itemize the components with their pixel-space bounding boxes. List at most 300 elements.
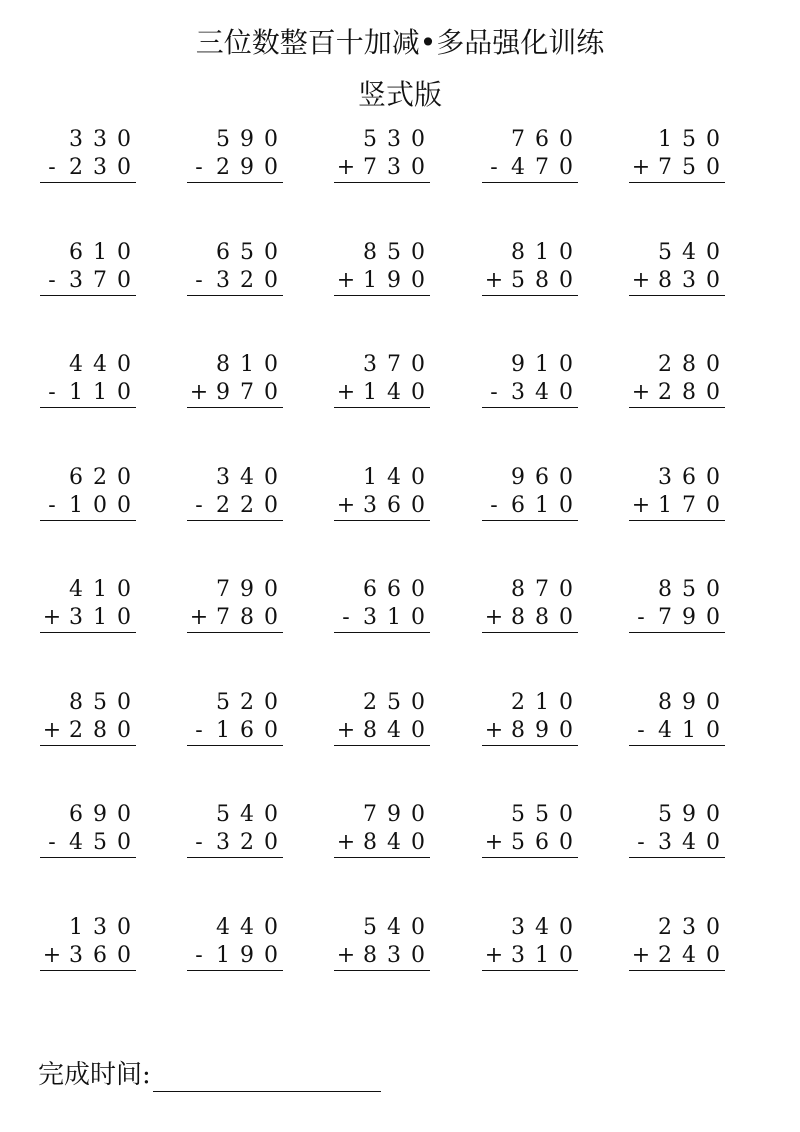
second-operand	[187, 717, 283, 746]
operator-sign: -	[490, 155, 498, 180]
first-operand	[187, 464, 283, 492]
digit: 0	[706, 352, 720, 377]
digit: 0	[706, 605, 720, 630]
operator-sign: +	[484, 942, 504, 968]
digit: 7	[240, 380, 254, 405]
digit: 1	[682, 717, 696, 743]
digit: 4	[511, 155, 525, 180]
digit: 7	[363, 155, 377, 180]
vertical-problem	[334, 687, 430, 757]
digit: 0	[559, 267, 573, 293]
digit: 0	[117, 577, 131, 602]
operator-sign: +	[189, 605, 209, 630]
vertical-problem	[629, 912, 725, 982]
digit: 7	[682, 492, 696, 518]
first-operand	[482, 464, 578, 492]
digit: 0	[706, 239, 720, 265]
second-operand	[40, 829, 136, 858]
operator-sign: -	[195, 942, 203, 968]
digit: 9	[387, 802, 401, 827]
digit: 8	[682, 352, 696, 377]
digit: 5	[511, 267, 525, 293]
second-operand	[40, 942, 136, 971]
digit: 9	[682, 689, 696, 715]
digit: 1	[240, 352, 254, 377]
digit: 3	[658, 464, 672, 490]
digit: 8	[216, 352, 230, 377]
digit: 4	[682, 239, 696, 265]
digit: 4	[387, 717, 401, 743]
digit: 8	[658, 689, 672, 715]
vertical-problem	[334, 912, 430, 982]
operator-sign: +	[42, 942, 62, 968]
digit: 8	[535, 605, 549, 630]
operator-sign: +	[631, 492, 651, 518]
second-operand	[187, 492, 283, 521]
operator-sign: -	[342, 605, 350, 630]
digit: 9	[216, 380, 230, 405]
second-operand	[482, 492, 578, 521]
digit: 0	[264, 155, 278, 180]
operator-sign: +	[631, 380, 651, 405]
digit: 1	[363, 464, 377, 490]
first-operand	[334, 126, 430, 154]
digit: 6	[535, 464, 549, 490]
digit: 9	[240, 127, 254, 152]
digit: 8	[93, 717, 107, 743]
vertical-problem	[482, 237, 578, 307]
digit: 0	[264, 380, 278, 405]
digit: 3	[363, 605, 377, 630]
digit: 5	[93, 689, 107, 715]
vertical-problem	[187, 237, 283, 307]
digit: 1	[216, 942, 230, 968]
digit: 6	[682, 464, 696, 490]
digit: 7	[363, 802, 377, 827]
digit: 4	[387, 464, 401, 490]
page-title: 三位数整百十加减•多品强化训练	[195, 26, 605, 59]
digit: 5	[658, 802, 672, 827]
digit: 5	[682, 155, 696, 180]
operator-sign: -	[195, 267, 203, 293]
first-operand	[40, 239, 136, 267]
digit: 0	[117, 717, 131, 743]
operator-sign: -	[48, 380, 56, 405]
digit: 2	[69, 717, 83, 743]
vertical-problem	[629, 124, 725, 194]
digit: 0	[411, 942, 425, 968]
digit: 0	[706, 155, 720, 180]
digit: 0	[706, 492, 720, 518]
digit: 8	[511, 239, 525, 265]
digit: 0	[559, 942, 573, 968]
page-subtitle: 竖式版	[357, 78, 442, 111]
digit: 6	[387, 492, 401, 518]
digit: 2	[216, 492, 230, 518]
digit: 0	[411, 802, 425, 827]
second-operand	[482, 379, 578, 408]
first-operand	[187, 126, 283, 154]
digit: 0	[264, 127, 278, 152]
vertical-problem	[334, 462, 430, 532]
second-operand	[40, 492, 136, 521]
vertical-problem	[482, 349, 578, 419]
digit: 0	[706, 802, 720, 827]
digit: 0	[559, 802, 573, 827]
operator-sign: -	[637, 717, 645, 743]
second-operand	[629, 267, 725, 296]
digit: 3	[658, 830, 672, 855]
digit: 6	[511, 492, 525, 518]
digit: 0	[559, 380, 573, 405]
digit: 5	[363, 127, 377, 152]
digit: 5	[387, 689, 401, 715]
vertical-problem	[187, 124, 283, 194]
digit: 2	[658, 352, 672, 377]
digit: 8	[511, 577, 525, 602]
digit: 5	[511, 802, 525, 827]
second-operand	[629, 154, 725, 183]
digit: 8	[682, 380, 696, 405]
first-operand	[187, 801, 283, 829]
digit: 2	[240, 830, 254, 855]
first-operand	[334, 914, 430, 942]
digit: 4	[216, 914, 230, 940]
second-operand	[187, 829, 283, 858]
digit: 6	[240, 717, 254, 743]
digit: 0	[264, 830, 278, 855]
digit: 1	[93, 239, 107, 265]
digit: 6	[93, 942, 107, 968]
digit: 1	[93, 577, 107, 602]
digit: 2	[240, 689, 254, 715]
completion-time-label: 完成时间:	[38, 1060, 151, 1090]
second-operand	[187, 379, 283, 408]
second-operand	[187, 154, 283, 183]
digit: 0	[706, 577, 720, 602]
digit: 8	[658, 577, 672, 602]
vertical-problem	[629, 237, 725, 307]
digit: 3	[511, 914, 525, 940]
digit: 4	[69, 830, 83, 855]
digit: 4	[69, 352, 83, 377]
operator-sign: +	[336, 942, 356, 968]
digit: 0	[559, 352, 573, 377]
second-operand	[334, 379, 430, 408]
digit: 4	[682, 830, 696, 855]
digit: 6	[69, 239, 83, 265]
digit: 0	[411, 464, 425, 490]
digit: 1	[69, 492, 83, 518]
digit: 3	[69, 267, 83, 293]
digit: 8	[535, 267, 549, 293]
first-operand	[629, 801, 725, 829]
digit: 0	[264, 239, 278, 265]
digit: 3	[93, 155, 107, 180]
digit: 8	[363, 942, 377, 968]
digit: 0	[411, 380, 425, 405]
problem-row	[0, 237, 800, 350]
second-operand	[334, 604, 430, 633]
problem-row	[0, 912, 800, 1025]
operator-sign: -	[48, 155, 56, 180]
digit: 9	[511, 352, 525, 377]
digit: 0	[706, 267, 720, 293]
operator-sign: +	[484, 605, 504, 630]
digit: 1	[535, 689, 549, 715]
first-operand	[629, 689, 725, 717]
digit: 8	[69, 689, 83, 715]
first-operand	[482, 576, 578, 604]
vertical-problem	[482, 799, 578, 869]
second-operand	[40, 717, 136, 746]
digit: 3	[93, 914, 107, 940]
digit: 1	[658, 492, 672, 518]
first-operand	[187, 689, 283, 717]
digit: 7	[658, 155, 672, 180]
vertical-problem	[629, 349, 725, 419]
vertical-problem	[40, 912, 136, 982]
vertical-problem	[629, 462, 725, 532]
digit: 0	[411, 352, 425, 377]
digit: 9	[682, 802, 696, 827]
second-operand	[482, 604, 578, 633]
first-operand	[334, 351, 430, 379]
digit: 4	[93, 352, 107, 377]
problem-row	[0, 799, 800, 912]
second-operand	[629, 379, 725, 408]
first-operand	[40, 914, 136, 942]
digit: 0	[706, 830, 720, 855]
operator-sign: +	[484, 830, 504, 855]
operator-sign: +	[336, 717, 356, 743]
digit: 3	[216, 464, 230, 490]
digit: 9	[511, 464, 525, 490]
first-operand	[482, 914, 578, 942]
digit: 4	[535, 380, 549, 405]
digit: 1	[93, 605, 107, 630]
second-operand	[482, 942, 578, 971]
second-operand	[187, 942, 283, 971]
digit: 0	[117, 464, 131, 490]
second-operand	[334, 492, 430, 521]
digit: 9	[93, 802, 107, 827]
digit: 7	[535, 577, 549, 602]
digit: 2	[658, 914, 672, 940]
digit: 5	[511, 830, 525, 855]
digit: 0	[559, 605, 573, 630]
digit: 0	[264, 464, 278, 490]
digit: 9	[240, 155, 254, 180]
digit: 6	[69, 802, 83, 827]
second-operand	[482, 154, 578, 183]
digit: 3	[387, 942, 401, 968]
digit: 4	[387, 380, 401, 405]
digit: 1	[69, 914, 83, 940]
digit: 6	[535, 830, 549, 855]
digit: 9	[240, 577, 254, 602]
digit: 0	[559, 577, 573, 602]
digit: 8	[240, 605, 254, 630]
digit: 6	[69, 464, 83, 490]
digit: 1	[363, 380, 377, 405]
vertical-problem	[482, 462, 578, 532]
vertical-problem	[40, 687, 136, 757]
digit: 1	[535, 352, 549, 377]
digit: 3	[363, 352, 377, 377]
digit: 3	[682, 914, 696, 940]
first-operand	[187, 239, 283, 267]
digit: 7	[216, 605, 230, 630]
digit: 5	[682, 127, 696, 152]
digit: 3	[216, 267, 230, 293]
digit: 0	[559, 914, 573, 940]
first-operand	[629, 351, 725, 379]
digit: 0	[264, 717, 278, 743]
vertical-problem	[629, 574, 725, 644]
problem-row	[0, 574, 800, 687]
first-operand	[334, 576, 430, 604]
digit: 0	[706, 717, 720, 743]
vertical-problem	[187, 912, 283, 982]
first-operand	[334, 239, 430, 267]
digit: 1	[69, 380, 83, 405]
vertical-problem	[482, 574, 578, 644]
digit: 5	[682, 577, 696, 602]
digit: 0	[264, 352, 278, 377]
digit: 0	[117, 802, 131, 827]
digit: 7	[387, 352, 401, 377]
digit: 0	[117, 492, 131, 518]
first-operand	[40, 464, 136, 492]
digit: 9	[535, 717, 549, 743]
vertical-problem	[187, 462, 283, 532]
digit: 0	[264, 267, 278, 293]
digit: 0	[264, 802, 278, 827]
digit: 5	[216, 127, 230, 152]
second-operand	[40, 267, 136, 296]
digit: 0	[559, 492, 573, 518]
digit: 1	[535, 942, 549, 968]
first-operand	[40, 126, 136, 154]
second-operand	[334, 154, 430, 183]
first-operand	[629, 914, 725, 942]
operator-sign: +	[484, 267, 504, 293]
digit: 0	[117, 352, 131, 377]
operator-sign: -	[490, 492, 498, 518]
operator-sign: -	[195, 830, 203, 855]
operator-sign: -	[195, 492, 203, 518]
digit: 5	[240, 239, 254, 265]
completion-time	[38, 1058, 381, 1092]
digit: 4	[535, 914, 549, 940]
digit: 3	[216, 830, 230, 855]
digit: 0	[117, 830, 131, 855]
digit: 1	[535, 239, 549, 265]
first-operand	[482, 689, 578, 717]
digit: 4	[387, 914, 401, 940]
vertical-problem	[187, 799, 283, 869]
second-operand	[334, 829, 430, 858]
digit: 7	[535, 155, 549, 180]
first-operand	[187, 576, 283, 604]
digit: 0	[117, 689, 131, 715]
digit: 0	[117, 267, 131, 293]
second-operand	[482, 829, 578, 858]
digit: 0	[117, 914, 131, 940]
digit: 0	[559, 689, 573, 715]
digit: 0	[706, 689, 720, 715]
digit: 3	[363, 492, 377, 518]
vertical-problem	[40, 349, 136, 419]
second-operand	[40, 604, 136, 633]
digit: 0	[117, 605, 131, 630]
digit: 0	[117, 239, 131, 265]
vertical-problem	[482, 912, 578, 982]
digit: 0	[706, 127, 720, 152]
second-operand	[334, 942, 430, 971]
digit: 1	[535, 492, 549, 518]
vertical-problem	[40, 237, 136, 307]
digit: 2	[69, 155, 83, 180]
operator-sign: +	[336, 830, 356, 855]
digit: 0	[411, 914, 425, 940]
second-operand	[482, 717, 578, 746]
digit: 5	[93, 830, 107, 855]
digit: 4	[682, 942, 696, 968]
vertical-problem	[334, 124, 430, 194]
second-operand	[629, 604, 725, 633]
vertical-problem	[40, 574, 136, 644]
digit: 2	[511, 689, 525, 715]
first-operand	[482, 126, 578, 154]
second-operand	[334, 267, 430, 296]
digit: 9	[240, 942, 254, 968]
operator-sign: +	[336, 492, 356, 518]
digit: 2	[363, 689, 377, 715]
digit: 7	[511, 127, 525, 152]
first-operand	[40, 351, 136, 379]
digit: 8	[363, 717, 377, 743]
first-operand	[334, 801, 430, 829]
problem-row	[0, 124, 800, 237]
digit: 1	[216, 717, 230, 743]
digit: 2	[658, 380, 672, 405]
digit: 8	[658, 267, 672, 293]
completion-time-blank[interactable]	[153, 1061, 381, 1092]
problem-row	[0, 462, 800, 575]
first-operand	[629, 576, 725, 604]
vertical-problem	[334, 349, 430, 419]
digit: 6	[535, 127, 549, 152]
vertical-problem	[629, 799, 725, 869]
digit: 6	[363, 577, 377, 602]
vertical-problem	[40, 124, 136, 194]
operator-sign: +	[42, 605, 62, 630]
digit: 7	[216, 577, 230, 602]
digit: 0	[559, 717, 573, 743]
digit: 3	[511, 380, 525, 405]
digit: 0	[411, 267, 425, 293]
second-operand	[629, 942, 725, 971]
digit: 0	[411, 717, 425, 743]
digit: 0	[706, 464, 720, 490]
operator-sign: +	[631, 155, 651, 180]
operator-sign: +	[336, 267, 356, 293]
digit: 0	[264, 914, 278, 940]
digit: 4	[240, 914, 254, 940]
digit: 5	[216, 689, 230, 715]
